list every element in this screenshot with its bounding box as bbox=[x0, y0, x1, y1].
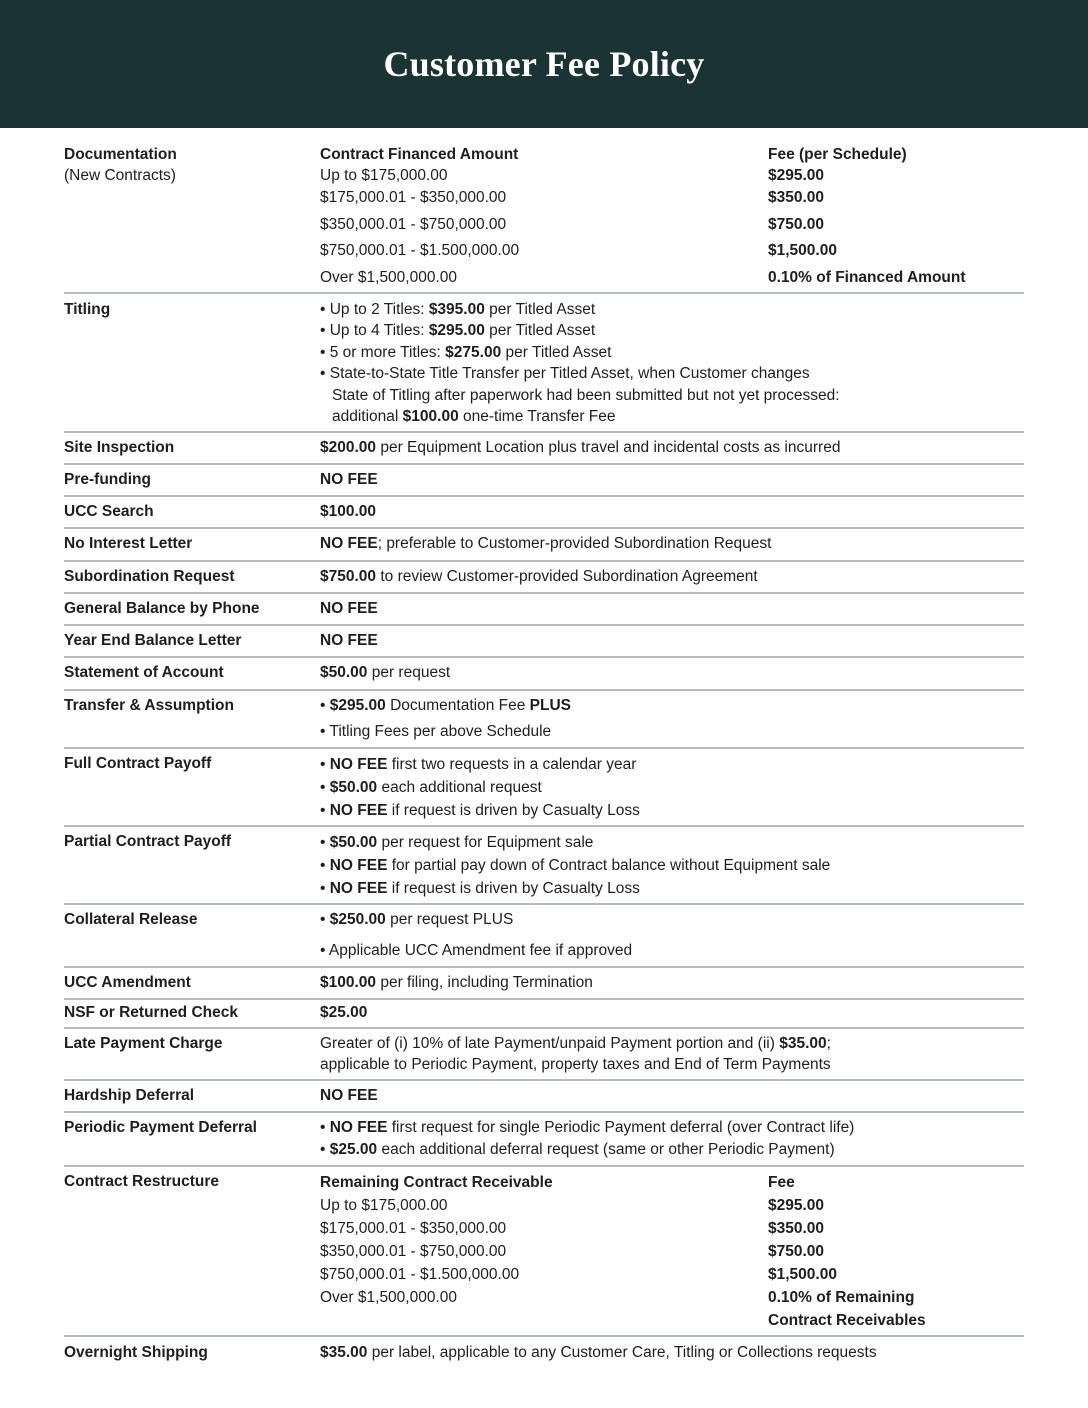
column-header-fee: Fee bbox=[768, 1174, 795, 1191]
schedule-fee: $750.00 bbox=[768, 215, 825, 233]
page-header bbox=[0, 0, 1088, 128]
row-label: Statement of Account bbox=[64, 664, 224, 681]
row-label: Titling bbox=[64, 300, 111, 318]
row-hardship-deferral bbox=[64, 1081, 1024, 1114]
row-full-contract-payoff bbox=[64, 749, 1024, 827]
schedule-fee: 0.10% of Financed Amount bbox=[768, 268, 966, 286]
fee-description: per Equipment Location plus travel and incidental costs as incurred bbox=[376, 438, 841, 456]
row-ucc-search bbox=[64, 497, 1024, 530]
bullet-item: • Applicable UCC Amendment fee if approved bbox=[320, 942, 633, 959]
row-label: Year End Balance Letter bbox=[64, 631, 242, 649]
schedule-fee: $295.00 bbox=[768, 1197, 825, 1214]
schedule-amount: Up to $175,000.00 bbox=[320, 1197, 448, 1214]
bullet-item: • 5 or more Titles: $275.00 per Titled Asset bbox=[320, 343, 612, 361]
row-label: Hardship Deferral bbox=[64, 1086, 195, 1104]
bullet-item: • Up to 2 Titles: $395.00 per Titled Asset bbox=[320, 300, 596, 318]
fee-value: $100.00 bbox=[320, 973, 377, 991]
fee-description: to review Customer-provided Subordination Agreement bbox=[376, 567, 758, 585]
bullet-item: • NO FEE if request is driven by Casualty Loss bbox=[320, 879, 640, 897]
fee-value: NO FEE bbox=[320, 631, 378, 649]
row-late-payment-charge bbox=[64, 1029, 1024, 1081]
restructure-schedule bbox=[320, 1171, 1024, 1332]
row-sublabel: (New Contracts) bbox=[64, 167, 176, 184]
bullet-continuation: State of Titling after paperwork had been submitted but not yet processed: bbox=[332, 386, 840, 404]
row-site-inspection bbox=[64, 433, 1024, 466]
fee-description: per filing, including Termination bbox=[376, 973, 593, 991]
fee-value: NO FEE bbox=[320, 1086, 378, 1104]
row-label: Transfer & Assumption bbox=[64, 696, 234, 714]
row-label: UCC Amendment bbox=[64, 973, 191, 991]
bullet-item: • NO FEE if request is driven by Casualty Loss bbox=[320, 801, 640, 819]
bullet-item: • $250.00 per request PLUS bbox=[320, 910, 514, 928]
row-label: Late Payment Charge bbox=[64, 1034, 223, 1052]
row-label: Collateral Release bbox=[64, 910, 198, 928]
row-label: Documentation bbox=[64, 146, 177, 163]
row-titling bbox=[64, 294, 1024, 433]
schedule-amount: $350,000.01 - $750,000.00 bbox=[320, 215, 507, 233]
row-label: Pre-funding bbox=[64, 471, 151, 488]
bullet-item: • State-to-State Title Transfer per Titled Asset, when Customer changes bbox=[320, 365, 810, 382]
schedule-fee: $1,500.00 bbox=[768, 1266, 837, 1283]
row-pre-funding bbox=[64, 465, 1024, 497]
fee-value: $750.00 bbox=[320, 567, 377, 585]
column-header-amount: Remaining Contract Receivable bbox=[320, 1174, 553, 1191]
row-year-end-letter bbox=[64, 626, 1024, 659]
schedule-amount: $750,000.01 - $1.500,000.00 bbox=[320, 242, 520, 259]
page-title: Customer Fee Policy bbox=[383, 44, 705, 84]
fee-description: ; preferable to Customer-provided Subordination Request bbox=[377, 535, 772, 552]
row-label: Site Inspection bbox=[64, 438, 175, 456]
row-partial-contract-payoff bbox=[64, 827, 1024, 905]
row-no-interest-letter bbox=[64, 529, 1024, 562]
row-statement-of-account bbox=[64, 658, 1024, 691]
bullet-item: • $25.00 each additional deferral request (same or other Periodic Payment) bbox=[320, 1140, 835, 1158]
row-label: Contract Restructure bbox=[64, 1173, 220, 1190]
bullet-item: • $295.00 Documentation Fee PLUS bbox=[320, 696, 571, 714]
fee-value: NO FEE bbox=[320, 471, 378, 488]
bullet-continuation: additional $100.00 one-time Transfer Fee bbox=[332, 408, 616, 425]
schedule-amount: $175,000.01 - $350,000.00 bbox=[320, 189, 507, 206]
documentation-schedule bbox=[320, 144, 1024, 289]
schedule-amount: $175,000.01 - $350,000.00 bbox=[320, 1220, 507, 1237]
fee-value: $35.00 bbox=[320, 1344, 368, 1361]
schedule-fee: $295.00 bbox=[768, 167, 825, 184]
column-header-fee: Fee (per Schedule) bbox=[768, 146, 907, 163]
schedule-fee: $750.00 bbox=[768, 1243, 825, 1260]
schedule-fee: $350.00 bbox=[768, 1220, 825, 1237]
schedule-amount: Over $1,500,000.00 bbox=[320, 1289, 458, 1306]
row-label: Subordination Request bbox=[64, 567, 235, 585]
bullet-item: • $50.00 per request for Equipment sale bbox=[320, 833, 594, 851]
fee-value: NO FEE bbox=[320, 535, 378, 552]
fee-value: NO FEE bbox=[320, 600, 378, 617]
row-label: General Balance by Phone bbox=[64, 600, 260, 617]
schedule-amount: Over $1,500,000.00 bbox=[320, 268, 458, 286]
row-general-balance bbox=[64, 594, 1024, 626]
fee-description: per request bbox=[367, 664, 451, 681]
column-header-amount: Contract Financed Amount bbox=[320, 146, 519, 163]
fee-value: $100.00 bbox=[320, 502, 377, 520]
row-contract-restructure bbox=[64, 1167, 1024, 1337]
schedule-fee: 0.10% of Remaining Contract Receivables bbox=[768, 1289, 926, 1329]
fee-table bbox=[64, 128, 1024, 1369]
schedule-amount: Up to $175,000.00 bbox=[320, 167, 448, 184]
fee-description: Greater of (i) 10% of late Payment/unpaid Payment portion and (ii) $35.00; bbox=[320, 1034, 831, 1052]
row-documentation bbox=[64, 142, 1024, 294]
fee-value: $50.00 bbox=[320, 664, 368, 681]
row-label: Full Contract Payoff bbox=[64, 754, 212, 772]
row-nsf-returned-check bbox=[64, 1000, 1024, 1029]
schedule-fee: $1,500.00 bbox=[768, 242, 837, 259]
row-periodic-payment-deferral bbox=[64, 1113, 1024, 1167]
bullet-item: • Titling Fees per above Schedule bbox=[320, 723, 552, 740]
row-transfer-assumption bbox=[64, 691, 1024, 749]
schedule-fee: $350.00 bbox=[768, 189, 825, 206]
bullet-item: • NO FEE first request for single Periodic Payment deferral (over Contract life) bbox=[320, 1119, 855, 1136]
row-label: UCC Search bbox=[64, 502, 154, 520]
row-label: No Interest Letter bbox=[64, 535, 193, 552]
bullet-item: • Up to 4 Titles: $295.00 per Titled Asset bbox=[320, 322, 596, 339]
row-ucc-amendment bbox=[64, 968, 1024, 1001]
fee-description: applicable to Periodic Payment, property taxes and End of Term Payments bbox=[320, 1056, 831, 1073]
row-label: Periodic Payment Deferral bbox=[64, 1119, 257, 1136]
fee-description: per label, applicable to any Customer Care, Titling or Collections requests bbox=[367, 1344, 877, 1361]
row-label: Partial Contract Payoff bbox=[64, 832, 232, 850]
schedule-amount: $350,000.01 - $750,000.00 bbox=[320, 1243, 507, 1260]
fee-value: $25.00 bbox=[320, 1004, 368, 1021]
bullet-item: • NO FEE first two requests in a calendar year bbox=[320, 755, 637, 773]
bullet-item: • NO FEE for partial pay down of Contract balance without Equipment sale bbox=[320, 856, 831, 874]
row-subordination-request bbox=[64, 562, 1024, 595]
row-label: NSF or Returned Check bbox=[64, 1004, 238, 1021]
row-overnight-shipping bbox=[64, 1337, 1024, 1369]
schedule-amount: $750,000.01 - $1.500,000.00 bbox=[320, 1266, 520, 1283]
row-label: Overnight Shipping bbox=[64, 1344, 208, 1361]
bullet-item: • $50.00 each additional request bbox=[320, 778, 542, 796]
fee-value: $200.00 bbox=[320, 438, 377, 456]
row-collateral-release bbox=[64, 905, 1024, 968]
